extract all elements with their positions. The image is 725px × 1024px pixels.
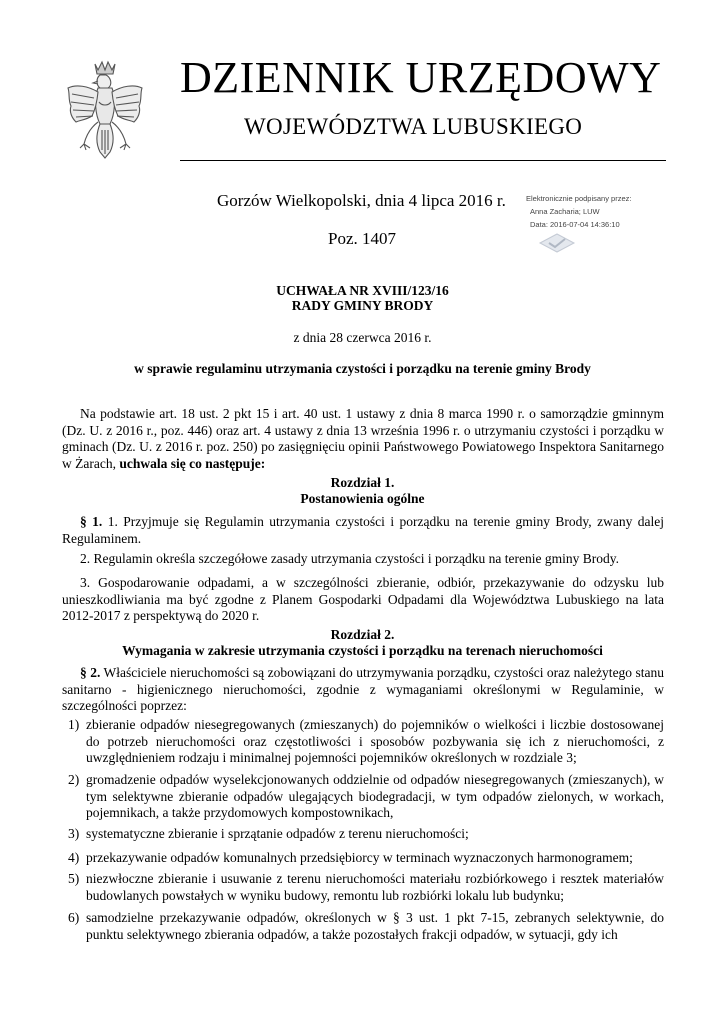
- list-item-text: zbieranie odpadów niesegregowanych (zmieszanych) do pojemników o wielkości i liczbie dostosowanej do potrzeb nieruchomości oraz częstotliwości i sposobów pozbywania się ich z nieruchomości, z uwzględnieniem rodzaju i minimalnej pojemności pojemników określonych w rozdziale 3;: [86, 717, 664, 765]
- signature-check-icon: [538, 232, 576, 254]
- signature-signer: Anna Zacharia; LUW: [530, 207, 600, 216]
- paragraph-2: [62, 665, 664, 715]
- list-item-text: niezwłoczne zbieranie i usuwanie z terenu nieruchomości materiału rozbiórkowego i resztek materiałów budowlanych powstałych w wyniku budowy, remontu lub rozbiórki lokalu lub budynku;: [86, 871, 664, 903]
- paragraph-1-point-2: [62, 551, 664, 568]
- journal-subtitle: WOJEWÓDZTWA LUBUSKIEGO: [244, 114, 583, 139]
- paragraph-2-sign: § 2.: [80, 665, 101, 680]
- preamble-text: Na podstawie art. 18 ust. 2 pkt 15 i art. 40 ust. 1 ustawy z dnia 8 marca 1990 r. o samorządzie gminnym (Dz. U. z 2016 r., poz. 446) oraz art. 4 ustawy z dnia 13 września 1996 r. o utrzymaniu czystości i porządku w gminach (Dz. U. z 2016 r. poz. 250) po zasięgnięciu opinii Państwowego Powiatowego Inspektora Sanitarnego w Żarach,: [62, 406, 664, 471]
- list-item-text: samodzielne przekazywanie odpadów, określonych w § 3 ust. 1 pkt 7-15, zebranych selektywnie, do punktu selektywnego zbierania odpadów, a także pozostałych frakcji odpadów, w sytuacji, gdy ich: [86, 910, 664, 942]
- list-item-text: przekazywanie odpadów komunalnych przedsiębiorcy w terminach wyznaczonych harmonogramem;: [86, 850, 633, 865]
- resolution-subject: w sprawie regulaminu utrzymania czystości i porządku na terenie gminy Brody: [134, 361, 591, 376]
- list-item-number: 3): [68, 826, 80, 841]
- list-item: [62, 772, 664, 822]
- chapter1-title: Rozdział 1.: [330, 475, 395, 490]
- resolution-body: RADY GMINY BRODY: [291, 298, 434, 313]
- list-item-number: 1): [68, 717, 80, 732]
- place-date: Gorzów Wielkopolski, dnia 4 lipca 2016 r.: [217, 191, 506, 210]
- preamble-decision: uchwala się co następuje:: [119, 455, 266, 471]
- paragraph-1-sign: § 1.: [80, 514, 103, 529]
- signature-label: Elektronicznie podpisany przez:: [526, 194, 632, 203]
- list-item: [62, 871, 664, 904]
- paragraph-2-text: Właściciele nieruchomości są zobowiązani do utrzymywania porządku, czystości oraz należytego stanu sanitarno - higienicznego nieruchomości, zgodnie z wymaganiami określonymi w Regulaminie, w szczególności poprzez:: [62, 665, 665, 713]
- list-item-text: systematyczne zbieranie i sprzątanie odpadów z terenu nieruchomości;: [86, 826, 469, 841]
- journal-title: DZIENNIK URZĘDOWY: [180, 53, 662, 102]
- list-item-text: gromadzenie odpadów wyselekcjonowanych oddzielnie od odpadów niesegregowanych (zmieszanych), w tym selektywne zbieranie odpadów ulegających biodegradacji, w tym odpadów zielonych, w workach, pojemnikach, a także przydomowych kompostownikach,: [86, 772, 664, 820]
- list-item-number: 6): [68, 910, 80, 925]
- paragraph-1-point-3-text: 3. Gospodarowanie odpadami, a w szczególności zbieranie, odbiór, przekazywanie do odzysku lub unieszkodliwiania ma być zgodne z Planem Gospodarki Odpadami dla Województwa Lubuskiego na lata 2012-2017 z perspektywą do 2020 r.: [62, 575, 664, 623]
- list-item-number: 2): [68, 772, 80, 787]
- list-item: [62, 717, 664, 767]
- chapter2-title: Rozdział 2.: [330, 627, 395, 642]
- paragraph-1: [62, 514, 664, 547]
- resolution-number: UCHWAŁA NR XVIII/123/16: [276, 283, 449, 298]
- paragraph-1-point-3: [62, 575, 664, 625]
- position-number: Poz. 1407: [328, 229, 396, 248]
- preamble: [62, 406, 664, 472]
- list-item: [62, 910, 664, 943]
- chapter1-subtitle: Postanowienia ogólne: [300, 491, 425, 506]
- list-item-number: 4): [68, 850, 80, 865]
- header-divider: [180, 160, 666, 161]
- signature-date: Data: 2016-07-04 14:36:10: [530, 220, 620, 229]
- list-item-number: 5): [68, 871, 80, 886]
- chapter2-subtitle: Wymagania w zakresie utrzymania czystości i porządku na terenach nieruchomości: [122, 643, 603, 658]
- list-item: [62, 850, 664, 867]
- electronic-signature: [526, 194, 676, 254]
- paragraph-1-text: 1. Przyjmuje się Regulamin utrzymania czystości i porządku na terenie gminy Brody, zwany dalej Regulaminem.: [62, 514, 665, 546]
- list-item: [62, 826, 664, 843]
- resolution-date: z dnia 28 czerwca 2016 r.: [293, 330, 432, 345]
- polish-eagle-emblem-icon: [62, 58, 148, 166]
- paragraph-1-point-2-text: 2. Regulamin określa szczegółowe zasady utrzymania czystości i porządku na terenie gminy Brody.: [80, 551, 619, 566]
